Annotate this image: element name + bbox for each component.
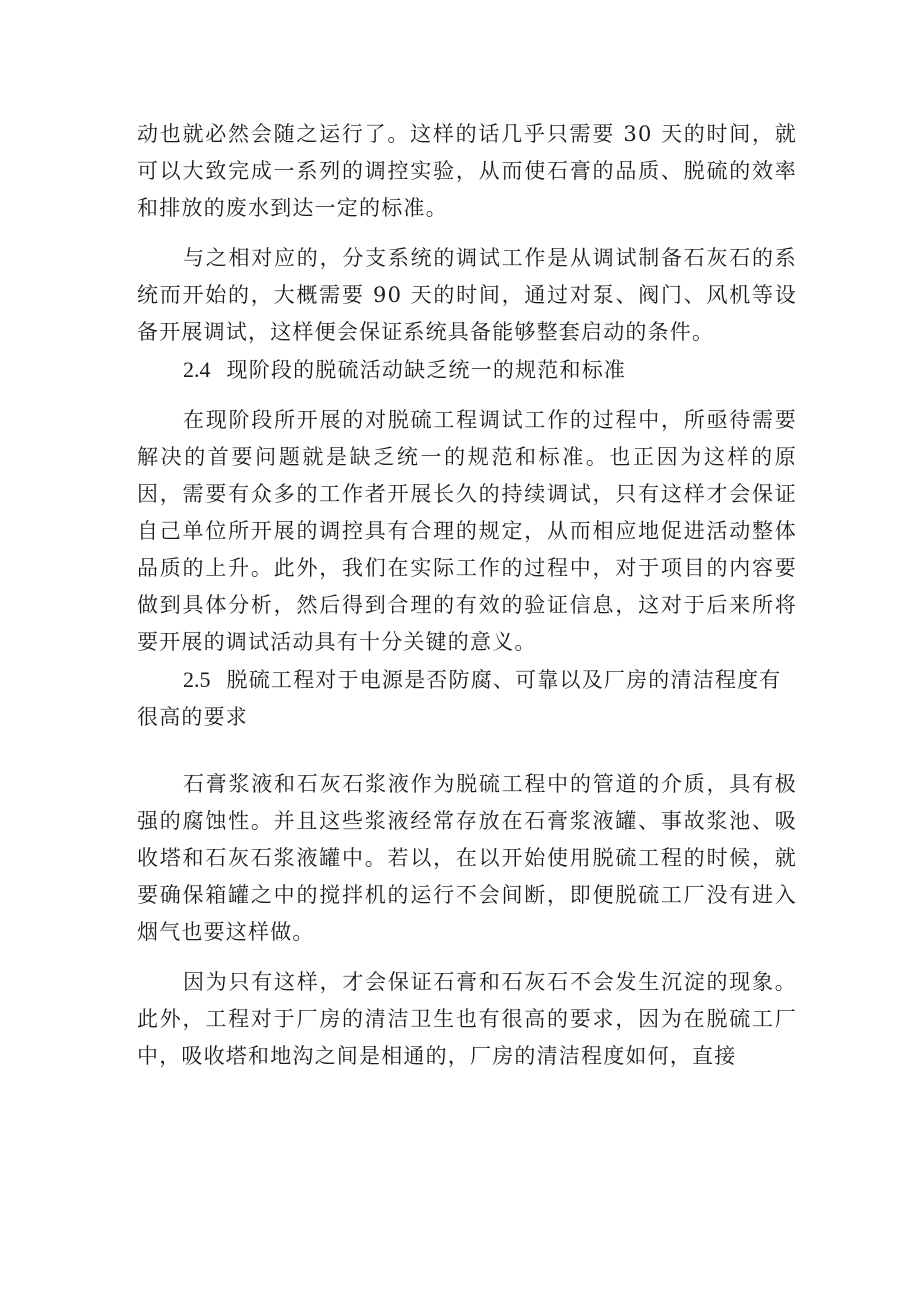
section-heading-2-5: [137, 661, 797, 736]
document-body: [137, 116, 797, 1075]
paragraph-plant-cleanliness: 因为只有这样，才会保证石膏和石灰石不会发生沉淀的现象。此外，工程对于厂房的清洁卫生也有很高的要求，因为在脱硫工厂中，吸收塔和地沟之间是相通的，厂房的清洁程度如何，直接: [137, 970, 797, 1068]
paragraph-continuation: 动也就必然会随之运行了。这样的话几乎只需要 30 天的时间，就可以大致完成一系列的调控实验，从而使石膏的品质、脱硫的效率和排放的废水到达一定的标准。: [137, 122, 797, 220]
section-title: 现阶段的脱硫活动缺乏统一的规范和标准: [226, 358, 627, 382]
paragraph-lack-of-standards: 在现阶段所开展的对脱硫工程调试工作的过程中，所亟待需要解决的首要问题就是缺乏统一的规范和标准。也正因为这样的原因，需要有众多的工作者开展长久的持续调试，只有这样才会保证自己单位所开展的调控具有合理的规定，从而相应地促进活动整体品质的上升。此外，我们在实际工作的过程中，对于项目的内容要做到具体分析，然后得到合理的有效的验证信息，这对于后来所将要开展的调试活动具有十分关键的意义。: [137, 408, 797, 654]
paragraph-corrosive-slurry: 石膏浆液和石灰石浆液作为脱硫工程中的管道的介质，具有极强的腐蚀性。并且这些浆液经常存放在石膏浆液罐、事故浆池、吸收塔和石灰石浆液罐中。若以，在以开始使用脱硫工程的时候，就要确保箱罐之中的搅拌机的运行不会间断，即便脱硫工厂没有进入烟气也要这样做。: [137, 772, 797, 944]
paragraph-branch-system-debugging: 与之相对应的，分支系统的调试工作是从调试制备石灰石的系统而开始的，大概需要 90 天的时间，通过对泵、阀门、风机等设备开展调试，这样便会保证系统具备能够整套启动的条件。: [137, 246, 797, 344]
section-heading-2-4: [137, 351, 797, 389]
section-number: 2.4: [183, 357, 211, 382]
section-number: 2.5: [183, 667, 211, 692]
section-title: 脱硫工程对于电源是否防腐、可靠以及厂房的清洁程度有很高的要求: [137, 668, 782, 729]
